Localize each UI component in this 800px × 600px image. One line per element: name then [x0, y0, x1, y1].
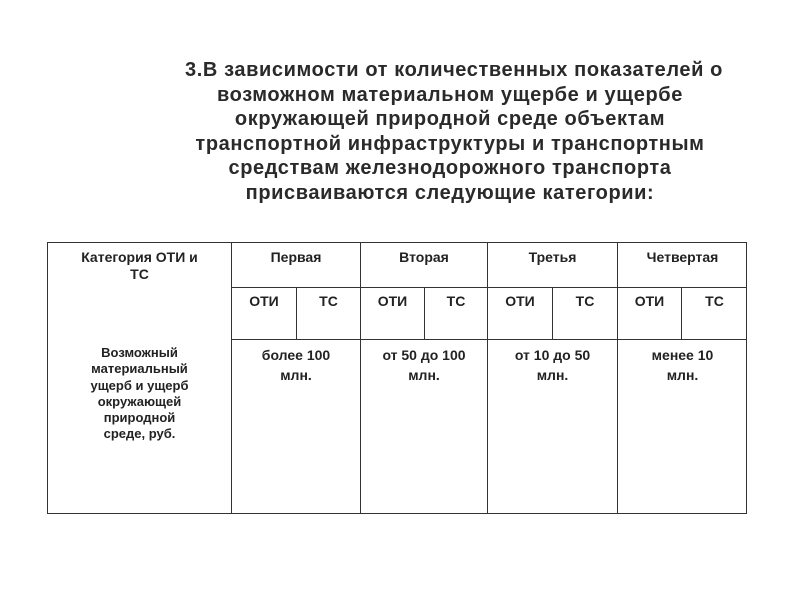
heading-line: присваиваются следующие категории:: [245, 181, 655, 204]
subheader-oti: ОТИ: [377, 293, 408, 309]
subheader-ts: ТС: [575, 293, 595, 309]
heading-line: транспортной инфраструктуры и транспортным: [195, 132, 705, 155]
value-second: от 50 до 100 млн.: [382, 347, 466, 383]
row-label: Возможный материальный ущерб и ущерб окружающей природной среде, руб.: [90, 345, 189, 442]
table-divider: [232, 339, 747, 340]
subheader-oti: ОТИ: [634, 293, 665, 309]
value-third: от 10 до 50 млн.: [514, 347, 591, 383]
category-third: Третья: [528, 249, 577, 265]
category-first: Первая: [270, 249, 322, 265]
subheader-oti: ОТИ: [505, 293, 535, 309]
heading-line: 3.В зависимости от количественных показателей о: [185, 59, 723, 81]
value-fourth: менее 10 млн.: [651, 347, 714, 383]
heading-line: средствам железнодорожного транспорта: [228, 157, 672, 179]
subheader-ts: ТС: [705, 293, 724, 309]
category-second: Вторая: [399, 249, 449, 265]
subheader-oti: ОТИ: [249, 293, 279, 309]
subheader-ts: ТС: [319, 293, 338, 309]
header-label: Категория ОТИ и ТС: [81, 249, 198, 282]
subheader-ts: ТС: [446, 293, 466, 309]
category-table: [47, 242, 747, 514]
heading-line: возможном материальном ущербе и ущербе: [217, 83, 683, 106]
category-fourth: Четвертая: [646, 249, 719, 265]
value-first: более 100 млн.: [261, 347, 331, 383]
table-divider: [232, 287, 747, 288]
slide-heading: [110, 58, 790, 205]
heading-line: окружающей природной среде объектам: [234, 108, 666, 130]
